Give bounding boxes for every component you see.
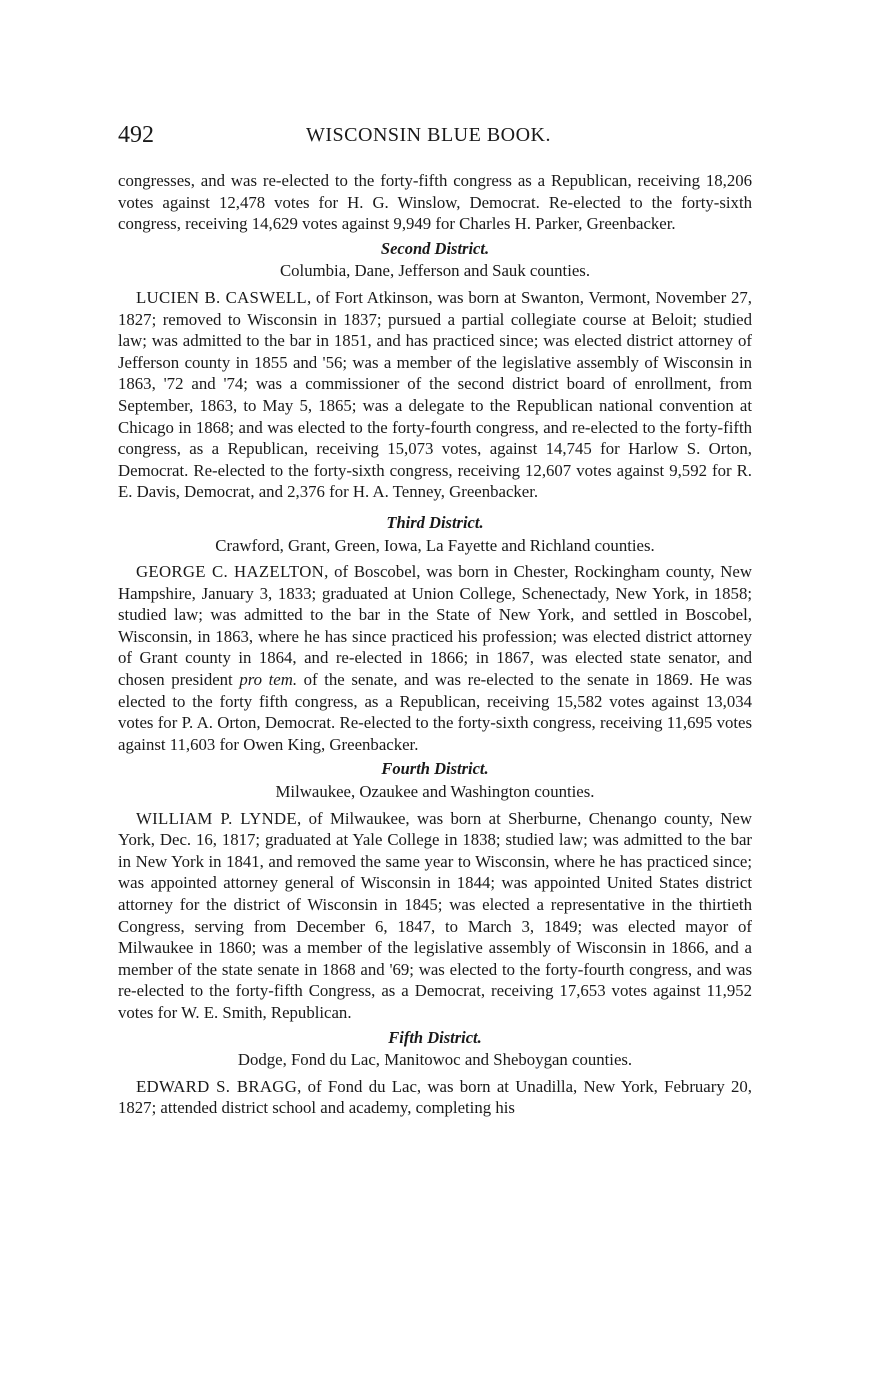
biography-text: , of Fond du Lac, was born at Unadilla, New York, February 20, 1827; attended district school and academy, completing his [118, 1076, 752, 1118]
biography-paragraph [118, 808, 752, 1024]
page-header [118, 122, 752, 152]
biography-paragraph [118, 1076, 752, 1119]
continuation-paragraph: congresses, and was re-elected to the forty-fifth congress as a Republican, receiving 18,206 votes against 12,478 votes for H. G. Winslow, Democrat. Re-elected to the forty-sixth congress, receiving 14,629 votes against 9,949 for Charles H. Parker, Greenbacker. [118, 171, 752, 234]
member-name: WILLIAM P. LYNDE [136, 808, 297, 828]
biography-text: , of Milwaukee, was born at Sherburne, Chenango county, New York, Dec. 16, 1817; graduated at Yale College in 1838; studied law; was admitted to the bar in New York in 1841, and removed the same year to Wisconsin, where he has practiced since; was appointed attorney general of Wisconsin in 1844; was appointed United States district attorney for the district of Wisconsin in 1845; was elected a representative in the thirtieth Congress, serving from December 6, 1847, to March 3, 1849; was elected mayor of Milwaukee in 1860; was a member of the legislative assembly of Wisconsin in 1866, and a member of the state senate in 1868 and '69; was elected to the forty-fourth congress, and was re-elected to the forty-fifth Congress, as a Democrat, receiving 17,653 votes against 11,952 votes for W. E. Smith, Republican. [118, 808, 752, 1022]
section-second-district [118, 238, 752, 503]
member-name: GEORGE C. HAZELTON [136, 562, 325, 582]
section-fourth-district [118, 758, 752, 1023]
district-heading: Second District. [380, 238, 490, 258]
member-name: LUCIEN B. CASWELL [136, 287, 307, 307]
member-name: EDWARD S. BRAGG [136, 1076, 298, 1096]
district-counties: Dodge, Fond du Lac, Manitowoc and Sheboygan counties. [237, 1050, 633, 1070]
page-body [118, 170, 752, 1119]
section-third-district [118, 512, 752, 756]
biography-paragraph [118, 561, 752, 755]
district-heading: Fifth District. [388, 1027, 482, 1047]
biography-text: , of Boscobel, was born in Chester, Rockingham county, New Hampshire, January 3, 1833; graduated at Union College, Schenectady, New York, in 1858; studied law; was admitted to the bar in the State of New York, and settled in Boscobel, Wisconsin, in 1863, where he has since practiced his profession; was elected district attorney of Grant county in 1864, and re-elected in 1866; in 1867, was elected state senator, and chosen president [118, 562, 752, 690]
page-number: 492 [118, 122, 154, 148]
district-heading: Fourth District. [381, 759, 489, 779]
district-heading: Third District. [386, 512, 484, 532]
biography-text: of the senate, and was re-elected to the senate in 1869. He was elected to the forty fifth congress, as a Republican, receiving 15,582 votes against 13,034 votes for P. A. Orton, Democrat. Re-elected to the forty-sixth congress, receiving 11,695 votes against 11,603 for Owen King, Greenbacker. [118, 670, 752, 754]
district-counties: Columbia, Dane, Jefferson and Sauk counties. [279, 261, 591, 281]
biography-paragraph [118, 287, 752, 503]
district-counties: Milwaukee, Ozaukee and Washington counties. [275, 782, 595, 802]
section-fifth-district [118, 1027, 752, 1119]
biography-italic-text: pro tem. [239, 670, 298, 690]
biography-text: , of Fort Atkinson, was born at Swanton, Vermont, November 27, 1827; removed to Wisconsin in 1837; pursued a partial collegiate course at Beloit; studied law; was admitted to the bar in 1851, and has practiced since; was elected district attorney of Jefferson county in 1855 and '56; was a member of the legislative assembly of Wisconsin in 1863, '72 and '74; was a commissioner of the second district board of enrollment, from September, 1863, to May 5, 1865; was a delegate to the Republican national convention at Chicago in 1868; and was elected to the forty-fourth congress, and re-elected to the forty-fifth congress, as a Republican, receiving 15,073 votes, against 14,745 for Harlow S. Orton, Democrat. Re-elected to the forty-sixth congress, receiving 12,607 votes against 9,592 for R. E. Davis, Democrat, and 2,376 for H. A. Tenney, Greenbacker. [118, 287, 752, 502]
district-counties: Crawford, Grant, Green, Iowa, La Fayette and Richland counties. [215, 535, 655, 555]
running-title: WISCONSIN BLUE BOOK. [306, 124, 551, 146]
